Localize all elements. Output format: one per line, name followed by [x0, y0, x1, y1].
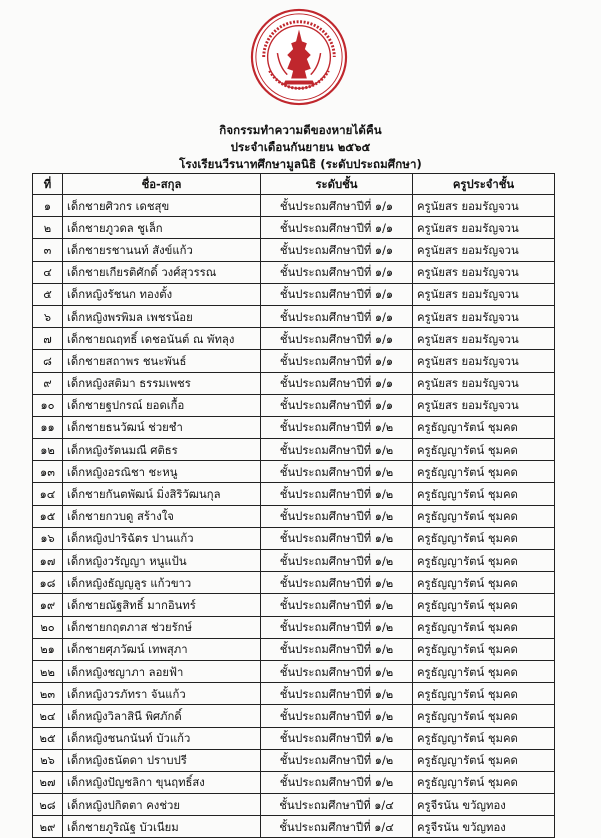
class-level: ชั้นประถมศึกษาปีที่ ๑/๑ [261, 239, 413, 261]
class-level: ชั้นประถมศึกษาปีที่ ๑/๑ [261, 217, 413, 239]
table-row [33, 527, 555, 549]
table-row [33, 616, 555, 638]
homeroom-teacher: ครูธัญญารัตน์ ชุมคด [413, 749, 555, 771]
table-row [33, 305, 555, 327]
student-name: เด็กหญิงชนกนันท์ บัวแก้ว [63, 727, 261, 749]
class-level: ชั้นประถมศึกษาปีที่ ๑/๑ [261, 328, 413, 350]
table-row [33, 771, 555, 793]
row-number: ๑ [33, 195, 63, 217]
row-number: ๗ [33, 328, 63, 350]
class-level: ชั้นประถมศึกษาปีที่ ๑/๒ [261, 416, 413, 438]
student-name: เด็กชายศิวกร เดชสุข [63, 195, 261, 217]
student-name: เด็กหญิงรัตนมณี ศติธร [63, 439, 261, 461]
homeroom-teacher: ครูธัญญารัตน์ ชุมคด [413, 461, 555, 483]
student-name: เด็กหญิงธนัตดา ปราบปรี [63, 749, 261, 771]
homeroom-teacher: ครูธัญญารัตน์ ชุมคด [413, 527, 555, 549]
row-number: ๔ [33, 261, 63, 283]
student-name: เด็กชายภูริณัฐ บัวเนียม [63, 816, 261, 838]
table-row [33, 794, 555, 816]
class-level: ชั้นประถมศึกษาปีที่ ๑/๒ [261, 483, 413, 505]
class-level: ชั้นประถมศึกษาปีที่ ๑/๑ [261, 372, 413, 394]
class-level: ชั้นประถมศึกษาปีที่ ๑/๒ [261, 527, 413, 549]
student-name: เด็กชายสถาพร ชนะพันธ์ [63, 350, 261, 372]
homeroom-teacher: ครูธัญญารัตน์ ชุมคด [413, 483, 555, 505]
homeroom-teacher: ครูจีรนัน ขวัญทอง [413, 794, 555, 816]
school-seal-icon [250, 8, 348, 106]
homeroom-teacher: ครูธัญญารัตน์ ชุมคด [413, 705, 555, 727]
table-row [33, 594, 555, 616]
header-homeroom-teacher: ครูประจำชั้น [413, 174, 555, 195]
row-number: ๒๔ [33, 705, 63, 727]
homeroom-teacher: ครูนัยสร ยอมรัญจวน [413, 394, 555, 416]
student-name: เด็กหญิงอรณิชา ชะหนู [63, 461, 261, 483]
table-row [33, 394, 555, 416]
row-number: ๒๓ [33, 683, 63, 705]
student-name: เด็กชายภูวดล ชูเล็ก [63, 217, 261, 239]
class-level: ชั้นประถมศึกษาปีที่ ๑/๔ [261, 816, 413, 838]
homeroom-teacher: ครูธัญญารัตน์ ชุมคด [413, 638, 555, 660]
table-row [33, 572, 555, 594]
row-number: ๒๙ [33, 816, 63, 838]
homeroom-teacher: ครูนัยสร ยอมรัญจวน [413, 328, 555, 350]
student-name: เด็กชายเกียรติศักดิ์ วงศ์สุวรรณ [63, 261, 261, 283]
student-name: เด็กชายณฤทธิ์ เดชอนันต์ ณ พัทลุง [63, 328, 261, 350]
student-name: เด็กหญิงพรพิมล เพชรน้อย [63, 305, 261, 327]
homeroom-teacher: ครูธัญญารัตน์ ชุมคด [413, 683, 555, 705]
student-name: เด็กชายกวบดู สร้างใจ [63, 505, 261, 527]
class-level: ชั้นประถมศึกษาปีที่ ๑/๒ [261, 727, 413, 749]
homeroom-teacher: ครูธัญญารัตน์ ชุมคด [413, 416, 555, 438]
student-name: เด็กหญิงสติมา ธรรมเพชร [63, 372, 261, 394]
class-level: ชั้นประถมศึกษาปีที่ ๑/๑ [261, 261, 413, 283]
row-number: ๑๘ [33, 572, 63, 594]
class-level: ชั้นประถมศึกษาปีที่ ๑/๑ [261, 394, 413, 416]
row-number: ๕ [33, 283, 63, 305]
student-name: เด็กหญิงรัชนก ทองตั้ง [63, 283, 261, 305]
table-row [33, 660, 555, 682]
student-name: เด็กหญิงปาริฉัตร ปานแก้ว [63, 527, 261, 549]
homeroom-teacher: ครูธัญญารัตน์ ชุมคด [413, 594, 555, 616]
class-level: ชั้นประถมศึกษาปีที่ ๑/๒ [261, 660, 413, 682]
homeroom-teacher: ครูธัญญารัตน์ ชุมคด [413, 572, 555, 594]
class-level: ชั้นประถมศึกษาปีที่ ๑/๒ [261, 461, 413, 483]
table-row [33, 195, 555, 217]
row-number: ๑๔ [33, 483, 63, 505]
class-level: ชั้นประถมศึกษาปีที่ ๑/๒ [261, 771, 413, 793]
table-row [33, 350, 555, 372]
row-number: ๓ [33, 239, 63, 261]
row-number: ๒๖ [33, 749, 63, 771]
homeroom-teacher: ครูธัญญารัตน์ ชุมคด [413, 727, 555, 749]
class-level: ชั้นประถมศึกษาปีที่ ๑/๒ [261, 505, 413, 527]
student-name: เด็กหญิงธัญญลูร แก้วขาว [63, 572, 261, 594]
table-row [33, 550, 555, 572]
class-level: ชั้นประถมศึกษาปีที่ ๑/๒ [261, 749, 413, 771]
row-number: ๒๗ [33, 771, 63, 793]
table-row [33, 328, 555, 350]
school-seal-logo [250, 8, 348, 106]
row-number: ๙ [33, 372, 63, 394]
homeroom-teacher: ครูนัยสร ยอมรัญจวน [413, 283, 555, 305]
table-row [33, 749, 555, 771]
homeroom-teacher: ครูธัญญารัตน์ ชุมคด [413, 439, 555, 461]
table-row [33, 483, 555, 505]
header-name: ชื่อ-สกุล [63, 174, 261, 195]
row-number: ๑๙ [33, 594, 63, 616]
table-row [33, 283, 555, 305]
class-level: ชั้นประถมศึกษาปีที่ ๑/๑ [261, 283, 413, 305]
student-name: เด็กชายฐปกรณ์ ยอดเกื้อ [63, 394, 261, 416]
row-number: ๒ [33, 217, 63, 239]
class-level: ชั้นประถมศึกษาปีที่ ๑/๔ [261, 794, 413, 816]
table-row [33, 439, 555, 461]
header-class-level: ระดับชั้น [261, 174, 413, 195]
homeroom-teacher: ครูธัญญารัตน์ ชุมคด [413, 550, 555, 572]
homeroom-teacher: ครูจีรนัน ขวัญทอง [413, 816, 555, 838]
homeroom-teacher: ครูธัญญารัตน์ ชุมคด [413, 505, 555, 527]
row-number: ๑๐ [33, 394, 63, 416]
student-name: เด็กหญิงวรภัทรา จันแก้ว [63, 683, 261, 705]
document-month: ประจำเดือนกันยายน ๒๕๖๕ [230, 140, 371, 154]
table-row [33, 505, 555, 527]
class-level: ชั้นประถมศึกษาปีที่ ๑/๒ [261, 550, 413, 572]
row-number: ๒๐ [33, 616, 63, 638]
header-number: ที่ [33, 174, 63, 195]
class-level: ชั้นประถมศึกษาปีที่ ๑/๒ [261, 439, 413, 461]
row-number: ๘ [33, 350, 63, 372]
homeroom-teacher: ครูนัยสร ยอมรัญจวน [413, 350, 555, 372]
class-level: ชั้นประถมศึกษาปีที่ ๑/๒ [261, 705, 413, 727]
table-row [33, 416, 555, 438]
table-row [33, 705, 555, 727]
row-number: ๒๑ [33, 638, 63, 660]
table-row [33, 816, 555, 838]
table-row [33, 461, 555, 483]
table-header-row [33, 174, 555, 195]
student-name: เด็กหญิงวิลาสินี พิศภักดิ์ [63, 705, 261, 727]
student-roster-table [32, 173, 555, 838]
row-number: ๑๑ [33, 416, 63, 438]
table-row [33, 727, 555, 749]
row-number: ๑๒ [33, 439, 63, 461]
student-name: เด็กหญิงวรัญญา หนูแป้น [63, 550, 261, 572]
row-number: ๑๗ [33, 550, 63, 572]
row-number: ๑๕ [33, 505, 63, 527]
document-title: กิจกรรมทำความดีของหายได้คืน [219, 123, 382, 137]
student-name: เด็กชายกฤตภาส ช่วยรักษ์ [63, 616, 261, 638]
class-level: ชั้นประถมศึกษาปีที่ ๑/๑ [261, 350, 413, 372]
student-name: เด็กชายศุภวัฒน์ เทพสุภา [63, 638, 261, 660]
student-name: เด็กหญิงปกิตตา คงช่วย [63, 794, 261, 816]
homeroom-teacher: ครูนัยสร ยอมรัญจวน [413, 239, 555, 261]
homeroom-teacher: ครูนัยสร ยอมรัญจวน [413, 261, 555, 283]
table-row [33, 261, 555, 283]
homeroom-teacher: ครูนัยสร ยอมรัญจวน [413, 195, 555, 217]
school-name: โรงเรียนวีรนาทศึกษามูลนิธิ (ระดับประถมศึกษา) [179, 157, 422, 171]
table-row [33, 638, 555, 660]
homeroom-teacher: ครูนัยสร ยอมรัญจวน [413, 305, 555, 327]
class-level: ชั้นประถมศึกษาปีที่ ๑/๑ [261, 195, 413, 217]
homeroom-teacher: ครูนัยสร ยอมรัญจวน [413, 217, 555, 239]
row-number: ๒๘ [33, 794, 63, 816]
student-name: เด็กหญิงชญาภา ลอยฟ้า [63, 660, 261, 682]
student-name: เด็กชายรชานนท์ สังข์แก้ว [63, 239, 261, 261]
table-row [33, 372, 555, 394]
class-level: ชั้นประถมศึกษาปีที่ ๑/๒ [261, 594, 413, 616]
class-level: ชั้นประถมศึกษาปีที่ ๑/๒ [261, 683, 413, 705]
row-number: ๑๖ [33, 527, 63, 549]
student-name: เด็กชายกันตพัฒน์ มิ่งสิริวัฒนกุล [63, 483, 261, 505]
student-name: เด็กชายณัฐสิทธิ์ มากอินทร์ [63, 594, 261, 616]
row-number: ๒๕ [33, 727, 63, 749]
row-number: ๖ [33, 305, 63, 327]
row-number: ๑๓ [33, 461, 63, 483]
class-level: ชั้นประถมศึกษาปีที่ ๑/๒ [261, 616, 413, 638]
homeroom-teacher: ครูนัยสร ยอมรัญจวน [413, 372, 555, 394]
student-name: เด็กชายธนวัฒน์ ช่วยชำ [63, 416, 261, 438]
homeroom-teacher: ครูธัญญารัตน์ ชุมคด [413, 616, 555, 638]
class-level: ชั้นประถมศึกษาปีที่ ๑/๑ [261, 305, 413, 327]
homeroom-teacher: ครูธัญญารัตน์ ชุมคด [413, 771, 555, 793]
table-row [33, 683, 555, 705]
row-number: ๒๒ [33, 660, 63, 682]
table-row [33, 239, 555, 261]
class-level: ชั้นประถมศึกษาปีที่ ๑/๒ [261, 572, 413, 594]
student-name: เด็กหญิงปัญชลิกา ขุนฤทธิ์สง [63, 771, 261, 793]
class-level: ชั้นประถมศึกษาปีที่ ๑/๒ [261, 638, 413, 660]
table-row [33, 217, 555, 239]
homeroom-teacher: ครูธัญญารัตน์ ชุมคด [413, 660, 555, 682]
